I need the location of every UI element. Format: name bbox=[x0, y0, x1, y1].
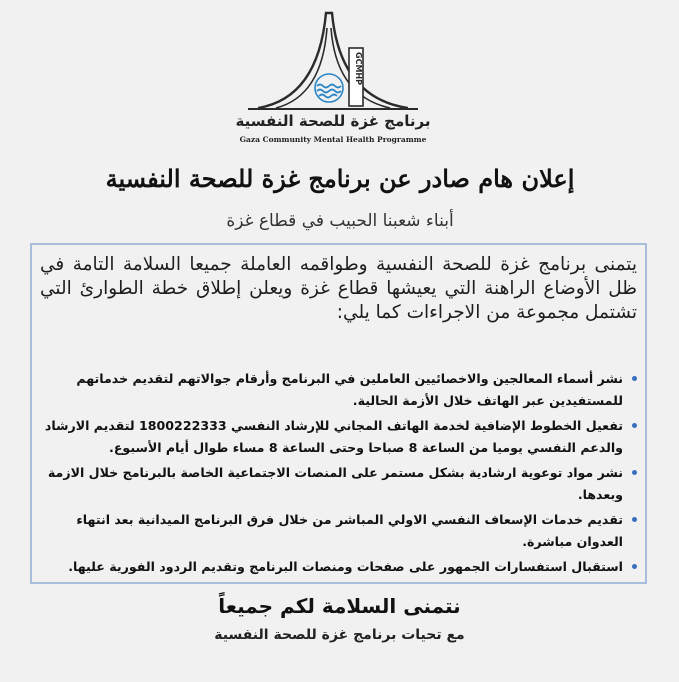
closing-wish: نتمنى السلامة لكم جميعاً bbox=[218, 594, 461, 618]
bullet-icon bbox=[632, 376, 637, 381]
announcement-subtitle: أبناء شعبنا الحبيب في قطاع غزة bbox=[226, 211, 454, 231]
list-item: نشر أسماء المعالجين والاخصائيين العاملين في البرنامج وأرقام جوالاتهم لتقديم خدماتهم للمستفيدين عبر الهاتف خلال الأزمة الحالية. bbox=[40, 368, 623, 412]
bullet-icon bbox=[632, 517, 637, 522]
measures-list bbox=[40, 368, 639, 581]
logo-acronym: GCMHP bbox=[354, 52, 363, 85]
list-item: تقديم خدمات الإسعاف النفسي الاولي المباشر من خلال فرق البرنامج الميدانية بعد انتهاء العدوان مباشرة. bbox=[40, 509, 623, 553]
announcement-title: إعلان هام صادر عن برنامج غزة للصحة النفسية bbox=[105, 164, 575, 193]
bullet-icon bbox=[632, 470, 637, 475]
gcmhp-logo bbox=[218, 8, 448, 148]
list-item: استقبال استفسارات الجمهور على صفحات ومنصات البرنامج وتقديم الردود الفورية عليها. bbox=[40, 556, 623, 578]
logo-arabic-name: برنامج غزة للصحة النفسية bbox=[235, 112, 431, 130]
list-item: نشر مواد توعوية ارشادية بشكل مستمر على المنصات الاجتماعية الخاصة بالبرنامج خلال الازمة وبعدها. bbox=[40, 462, 623, 506]
intro-paragraph: يتمنى برنامج غزة للصحة النفسية وطواقمه العاملة جميعا السلامة التامة في ظل الأوضاع الراهنة التي يعيشها قطاع غزة ويعلن إطلاق خطة الطوارئ التي تشتمل مجموعة من الاجراءات كما يلي: bbox=[40, 254, 637, 323]
bullet-icon bbox=[632, 564, 637, 569]
list-item: تفعيل الخطوط الإضافية لخدمة الهاتف المجاني للإرشاد النفسي 1800222333 لتقديم الارشاد والدعم النفسي يوميا من الساعة 8 صباحا وحتى الساعة 8 مساء طوال أيام الأسبوع. bbox=[40, 415, 623, 459]
logo-emblem-icon bbox=[218, 8, 448, 118]
bullet-icon bbox=[632, 423, 637, 428]
logo-english-name: Gaza Community Mental Health Programme bbox=[239, 135, 427, 144]
signoff: مع تحيات برنامج غزة للصحة النفسية bbox=[214, 627, 465, 643]
